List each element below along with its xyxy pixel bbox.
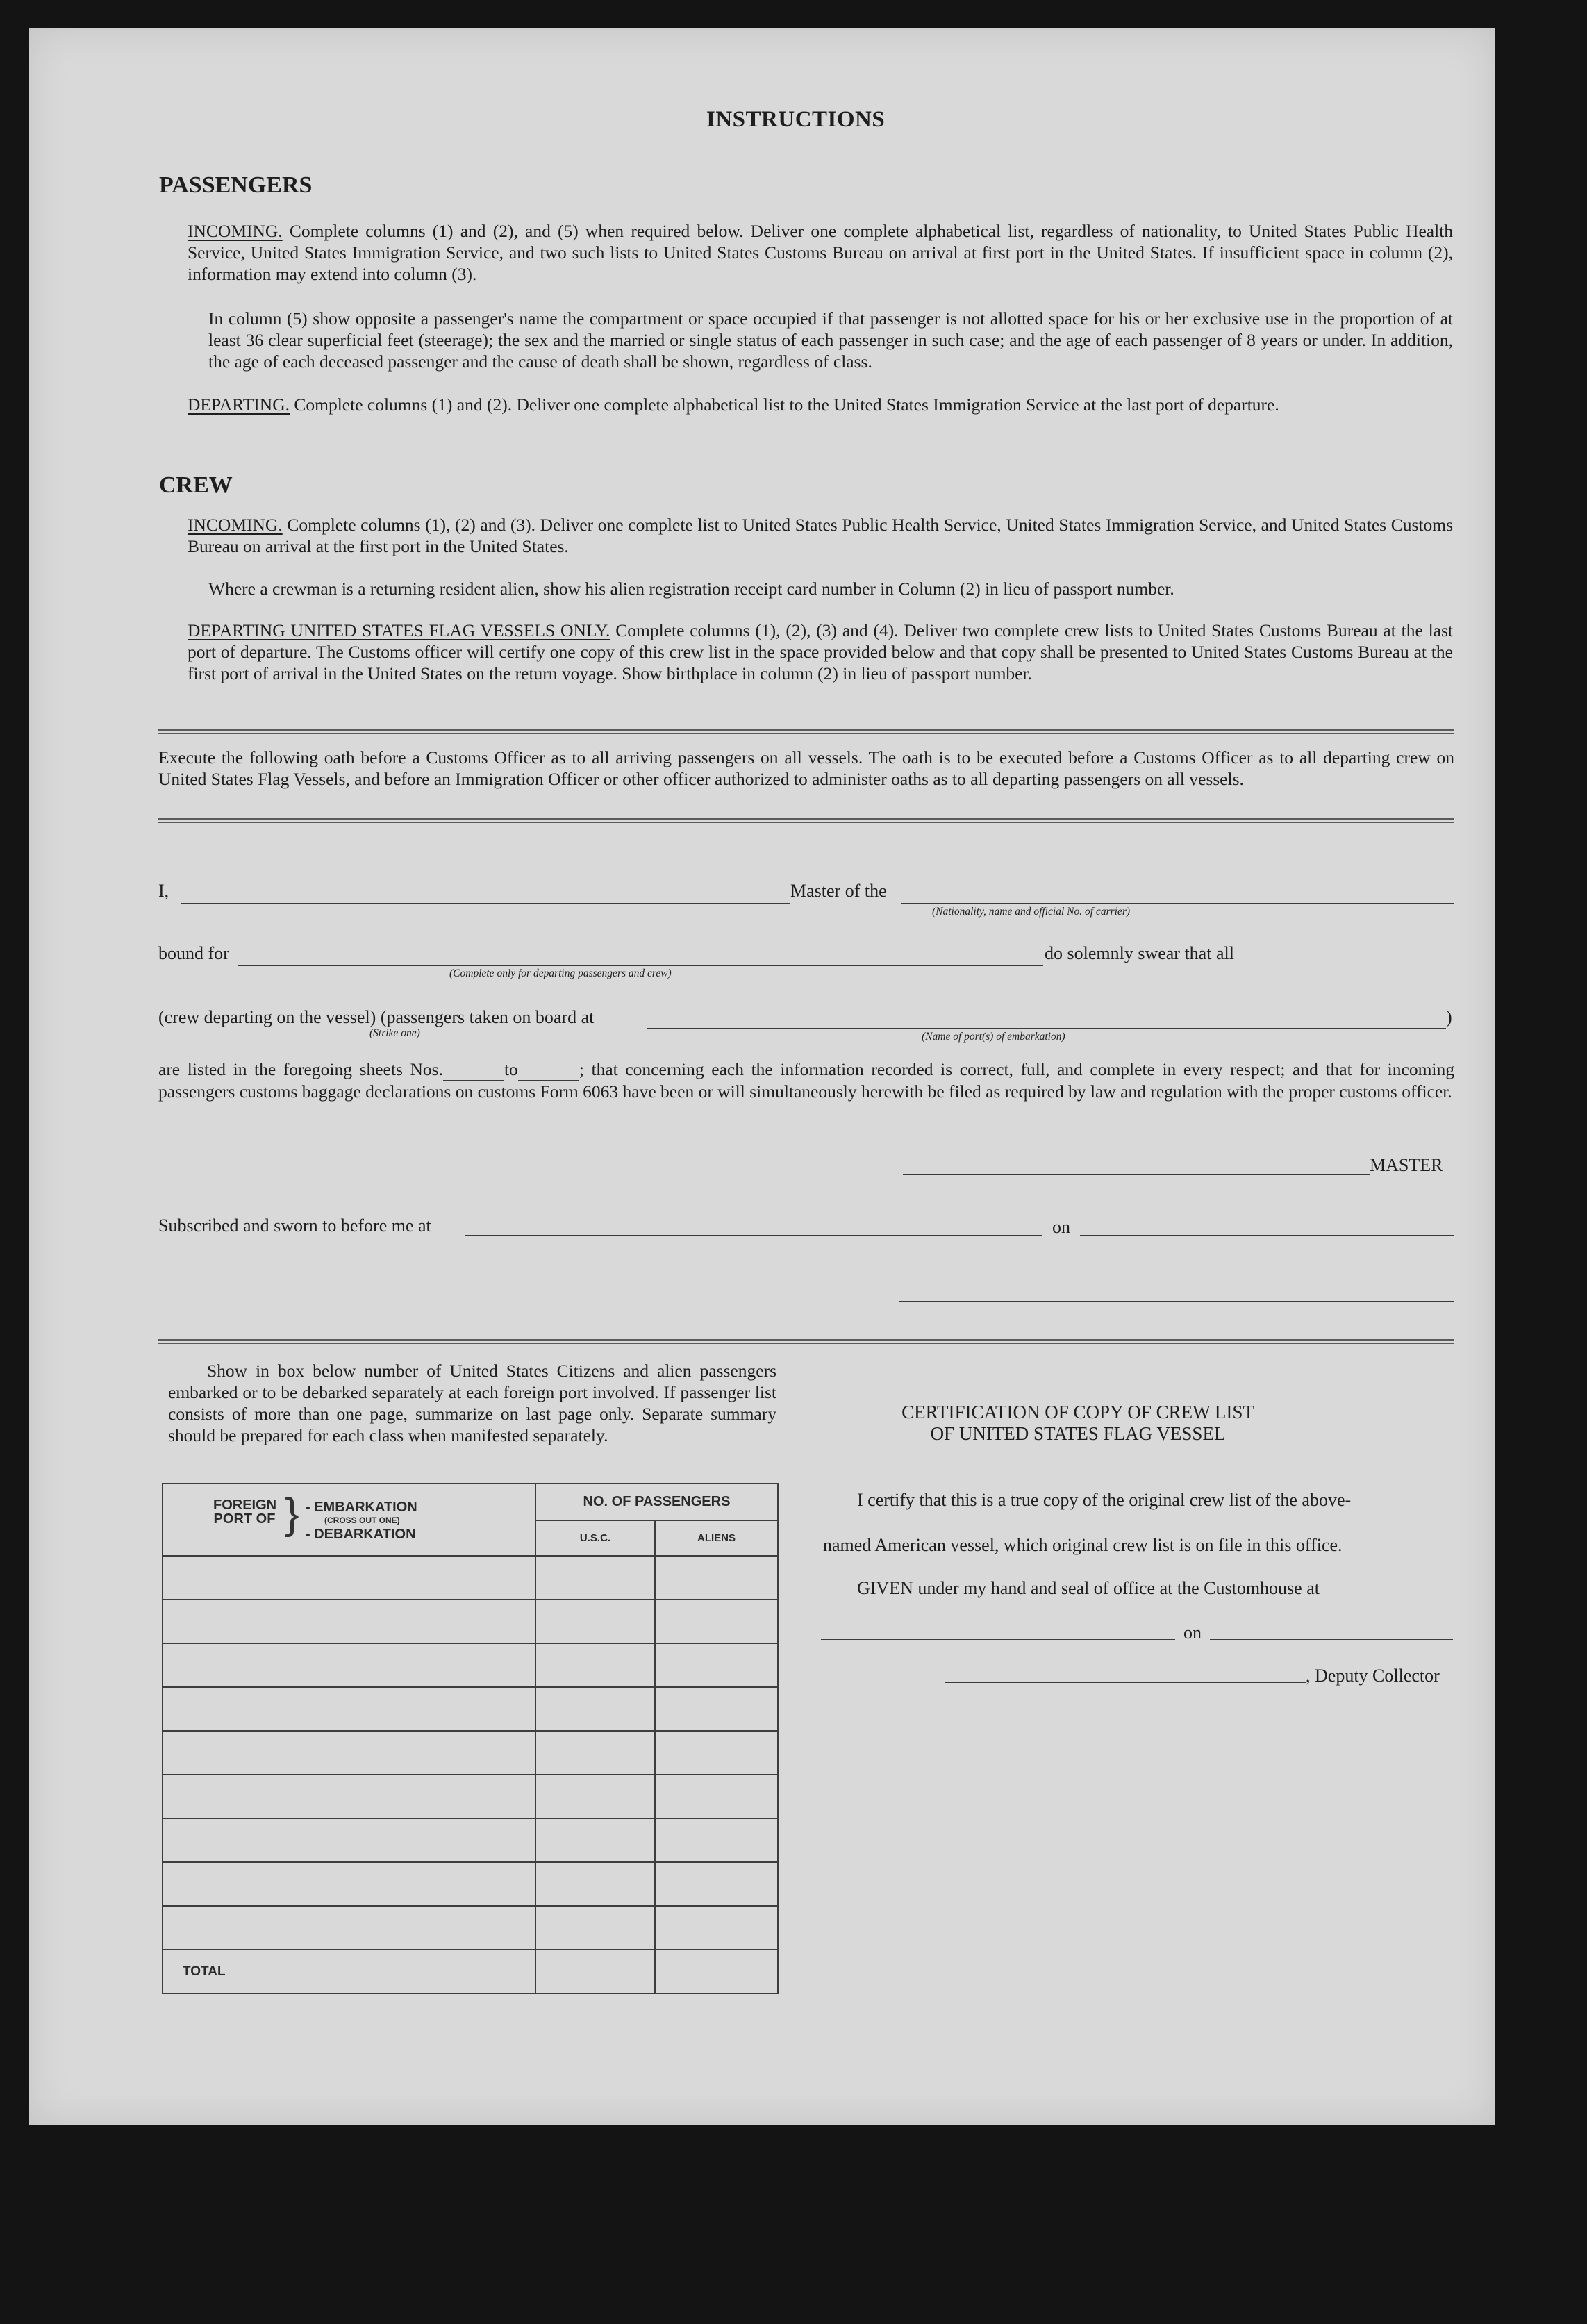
embarkation-label: - EMBARKATION (306, 1500, 417, 1515)
passengers-incoming-label: INCOMING. (188, 221, 283, 241)
carrier-field[interactable] (901, 903, 1454, 904)
port-cell[interactable] (163, 1556, 535, 1600)
summary-instruction (168, 1360, 776, 1446)
aliens-total-cell[interactable] (655, 1950, 778, 1993)
certification-heading-2: OF UNITED STATES FLAG VESSEL (930, 1423, 1226, 1444)
usc-total-cell[interactable] (535, 1950, 655, 1993)
no-passengers-header: NO. OF PASSENGERS (535, 1484, 778, 1520)
foreign-port-label: FOREIGN PORT OF (213, 1497, 277, 1527)
subscribed-label: Subscribed and sworn to before me at (158, 1215, 431, 1236)
port-cell[interactable] (163, 1818, 535, 1862)
cert-date-field[interactable] (1210, 1639, 1453, 1640)
certify-line-3: GIVEN under my hand and seal of office at the Customhouse at (857, 1578, 1320, 1598)
port-cell[interactable] (163, 1600, 535, 1643)
port-cell[interactable] (163, 1906, 535, 1950)
deputy-collector-label: , Deputy Collector (1306, 1666, 1440, 1686)
passengers-departing (188, 394, 1453, 415)
passengers-departing-text: Complete columns (1) and (2). Deliver one complete alphabetical list to the United States Immigration Service at the last port of departure. (294, 395, 1279, 415)
passengers-incoming-text: Complete columns (1) and (2), and (5) when required below. Deliver one complete alphabetical list, regardless of nationality, to United States Public Health Service, United States Immigration Service, and two such lists to United States Customs Bureau on arrival at first port in the United States. If insufficient space in column (2), information may extend into column (3). (188, 221, 1453, 284)
port-cell[interactable] (163, 1775, 535, 1818)
close-paren: ) (1446, 1007, 1452, 1027)
crew-departing-label: DEPARTING UNITED STATES FLAG VESSELS ONLY. (188, 620, 610, 640)
crew-resident: Where a crewman is a returning resident alien, show his alien registration receipt card number in Column (2) in lieu of passport number. (208, 579, 1174, 599)
port-cell[interactable] (163, 1862, 535, 1906)
total-label: TOTAL (163, 1950, 535, 1993)
aliens-cell[interactable] (655, 1556, 778, 1600)
aliens-cell[interactable] (655, 1687, 778, 1731)
port-cell[interactable] (163, 1731, 535, 1775)
divider (158, 818, 1454, 823)
divider (158, 729, 1454, 734)
oath-instruction: Execute the following oath before a Customs Officer as to all arriving passengers on all vessels. The oath is to be executed before a Customs Officer as to all departing crew on United States Flag Vessels, and before an Immigration Officer or other officer authorized to administer oaths as to all departing passengers on all vessels. (158, 747, 1454, 789)
officer-signature-field[interactable] (899, 1301, 1454, 1302)
master-signature-field[interactable] (903, 1174, 1370, 1175)
divider (158, 1339, 1454, 1344)
foreign-port-header (163, 1484, 535, 1556)
sworn-place-field[interactable] (465, 1235, 1042, 1236)
port-cell[interactable] (163, 1643, 535, 1687)
usc-cell[interactable] (535, 1818, 655, 1862)
certification-heading-1: CERTIFICATION OF COPY OF CREW LIST (901, 1402, 1254, 1422)
aliens-cell[interactable] (655, 1731, 778, 1775)
port-cell[interactable] (163, 1687, 535, 1731)
crew-departing (188, 620, 1453, 684)
passengers-departing-label: DEPARTING. (188, 395, 290, 415)
embarkation-ports-field[interactable] (647, 1028, 1446, 1029)
master-label: MASTER (1370, 1155, 1443, 1175)
oath-i-label: I, (158, 881, 169, 901)
listed-start: are listed in the foregoing sheets Nos. (158, 1059, 443, 1079)
swear-text: do solemnly swear that all (1045, 943, 1234, 963)
cross-out-label: (CROSS OUT ONE) (324, 1516, 400, 1525)
aliens-cell[interactable] (655, 1643, 778, 1687)
certification-heading (814, 1402, 1342, 1445)
strike-one-caption: (Strike one) (369, 1027, 420, 1039)
crew-departing-text: (crew departing on the vessel) (passengers taken on board at (158, 1007, 595, 1027)
passengers-column5: In column (5) show opposite a passenger's name the compartment or space occupied if that passenger is not allotted space for his or her exclusive use in the proportion of at least 36 clear superficial feet (steerage); the sex and the married or single status of each passenger in such case; and the age of each passenger of 8 years or under. In addition, the age of each deceased passenger and the cause of death shall be shown, regardless of class. (208, 308, 1453, 372)
sworn-date-field[interactable] (1080, 1235, 1454, 1236)
certify-line-2: named American vessel, which original crew list is on file in this office. (823, 1535, 1343, 1555)
crew-departing-text: Complete columns (1), (2), (3) and (4). Deliver two complete crew lists to United States Customs Bureau at the last port of departure. The Customs officer will certify one copy of this crew list in the space provided below and that copy shall be presented to United States Customs Bureau at the first port of arrival in the United States on the return voyage. Show birthplace in column (2) in lieu of passport number. (188, 620, 1453, 683)
aliens-cell[interactable] (655, 1862, 778, 1906)
usc-cell[interactable] (535, 1862, 655, 1906)
passengers-heading: PASSENGERS (159, 172, 313, 198)
deputy-signature-field[interactable] (945, 1682, 1306, 1683)
destination-field[interactable] (238, 965, 1043, 966)
nationality-caption: (Nationality, name and official No. of carrier) (932, 906, 1131, 918)
cert-on-label: on (1183, 1622, 1202, 1643)
sheet-to-field[interactable] (518, 1059, 579, 1081)
bound-for-label: bound for (158, 943, 229, 963)
usc-cell[interactable] (535, 1556, 655, 1600)
brace-icon: } (285, 1490, 299, 1538)
aliens-header: ALIENS (655, 1520, 778, 1556)
usc-cell[interactable] (535, 1643, 655, 1687)
usc-header: U.S.C. (535, 1520, 655, 1556)
usc-cell[interactable] (535, 1775, 655, 1818)
aliens-cell[interactable] (655, 1818, 778, 1862)
usc-cell[interactable] (535, 1906, 655, 1950)
listed-paragraph (158, 1059, 1454, 1102)
page-title: INSTRUCTIONS (706, 107, 886, 132)
passengers-incoming (188, 220, 1453, 285)
aliens-cell[interactable] (655, 1906, 778, 1950)
ports-caption: (Name of port(s) of embarkation) (922, 1031, 1065, 1043)
sworn-on-label: on (1052, 1217, 1070, 1237)
sheet-from-field[interactable] (443, 1059, 504, 1081)
usc-cell[interactable] (535, 1600, 655, 1643)
usc-cell[interactable] (535, 1731, 655, 1775)
summary-instruction-text: Show in box below number of United States Citizens and alien passengers embarked or to be debarked separately at each foreign port involved. If passenger list consists of more than one page, summarize on last page only. Separate summary should be prepared for each class when manifested separately. (168, 1361, 776, 1445)
listed-rest: ; that concerning each the information recorded is correct, full, and complete in every respect; and that for incoming passengers customs baggage declarations on customs Form 6063 have been or will simultaneously herewith be filed as required by law and regulation with the proper customs officer. (158, 1059, 1454, 1102)
usc-cell[interactable] (535, 1687, 655, 1731)
aliens-cell[interactable] (655, 1775, 778, 1818)
aliens-cell[interactable] (655, 1600, 778, 1643)
certify-line-1: I certify that this is a true copy of the original crew list of the above- (857, 1490, 1352, 1510)
passenger-summary-table (162, 1483, 779, 1994)
master-name-field[interactable] (181, 903, 790, 904)
master-of-the-label: Master of the (790, 881, 887, 901)
crew-heading: CREW (159, 472, 233, 498)
to-word: to (504, 1059, 518, 1079)
crew-incoming-text: Complete columns (1), (2) and (3). Deliver one complete list to United States Public Health Service, United States Immigration Service, and United States Customs Bureau on arrival at the first port in the United States. (188, 515, 1454, 556)
crew-incoming (188, 514, 1453, 557)
crew-incoming-label: INCOMING. (188, 515, 283, 535)
debarkation-label: - DEBARKATION (306, 1527, 416, 1542)
bound-caption: (Complete only for departing passengers and crew) (449, 968, 672, 979)
form-sheet (29, 28, 1495, 2125)
customhouse-field[interactable] (821, 1639, 1175, 1640)
